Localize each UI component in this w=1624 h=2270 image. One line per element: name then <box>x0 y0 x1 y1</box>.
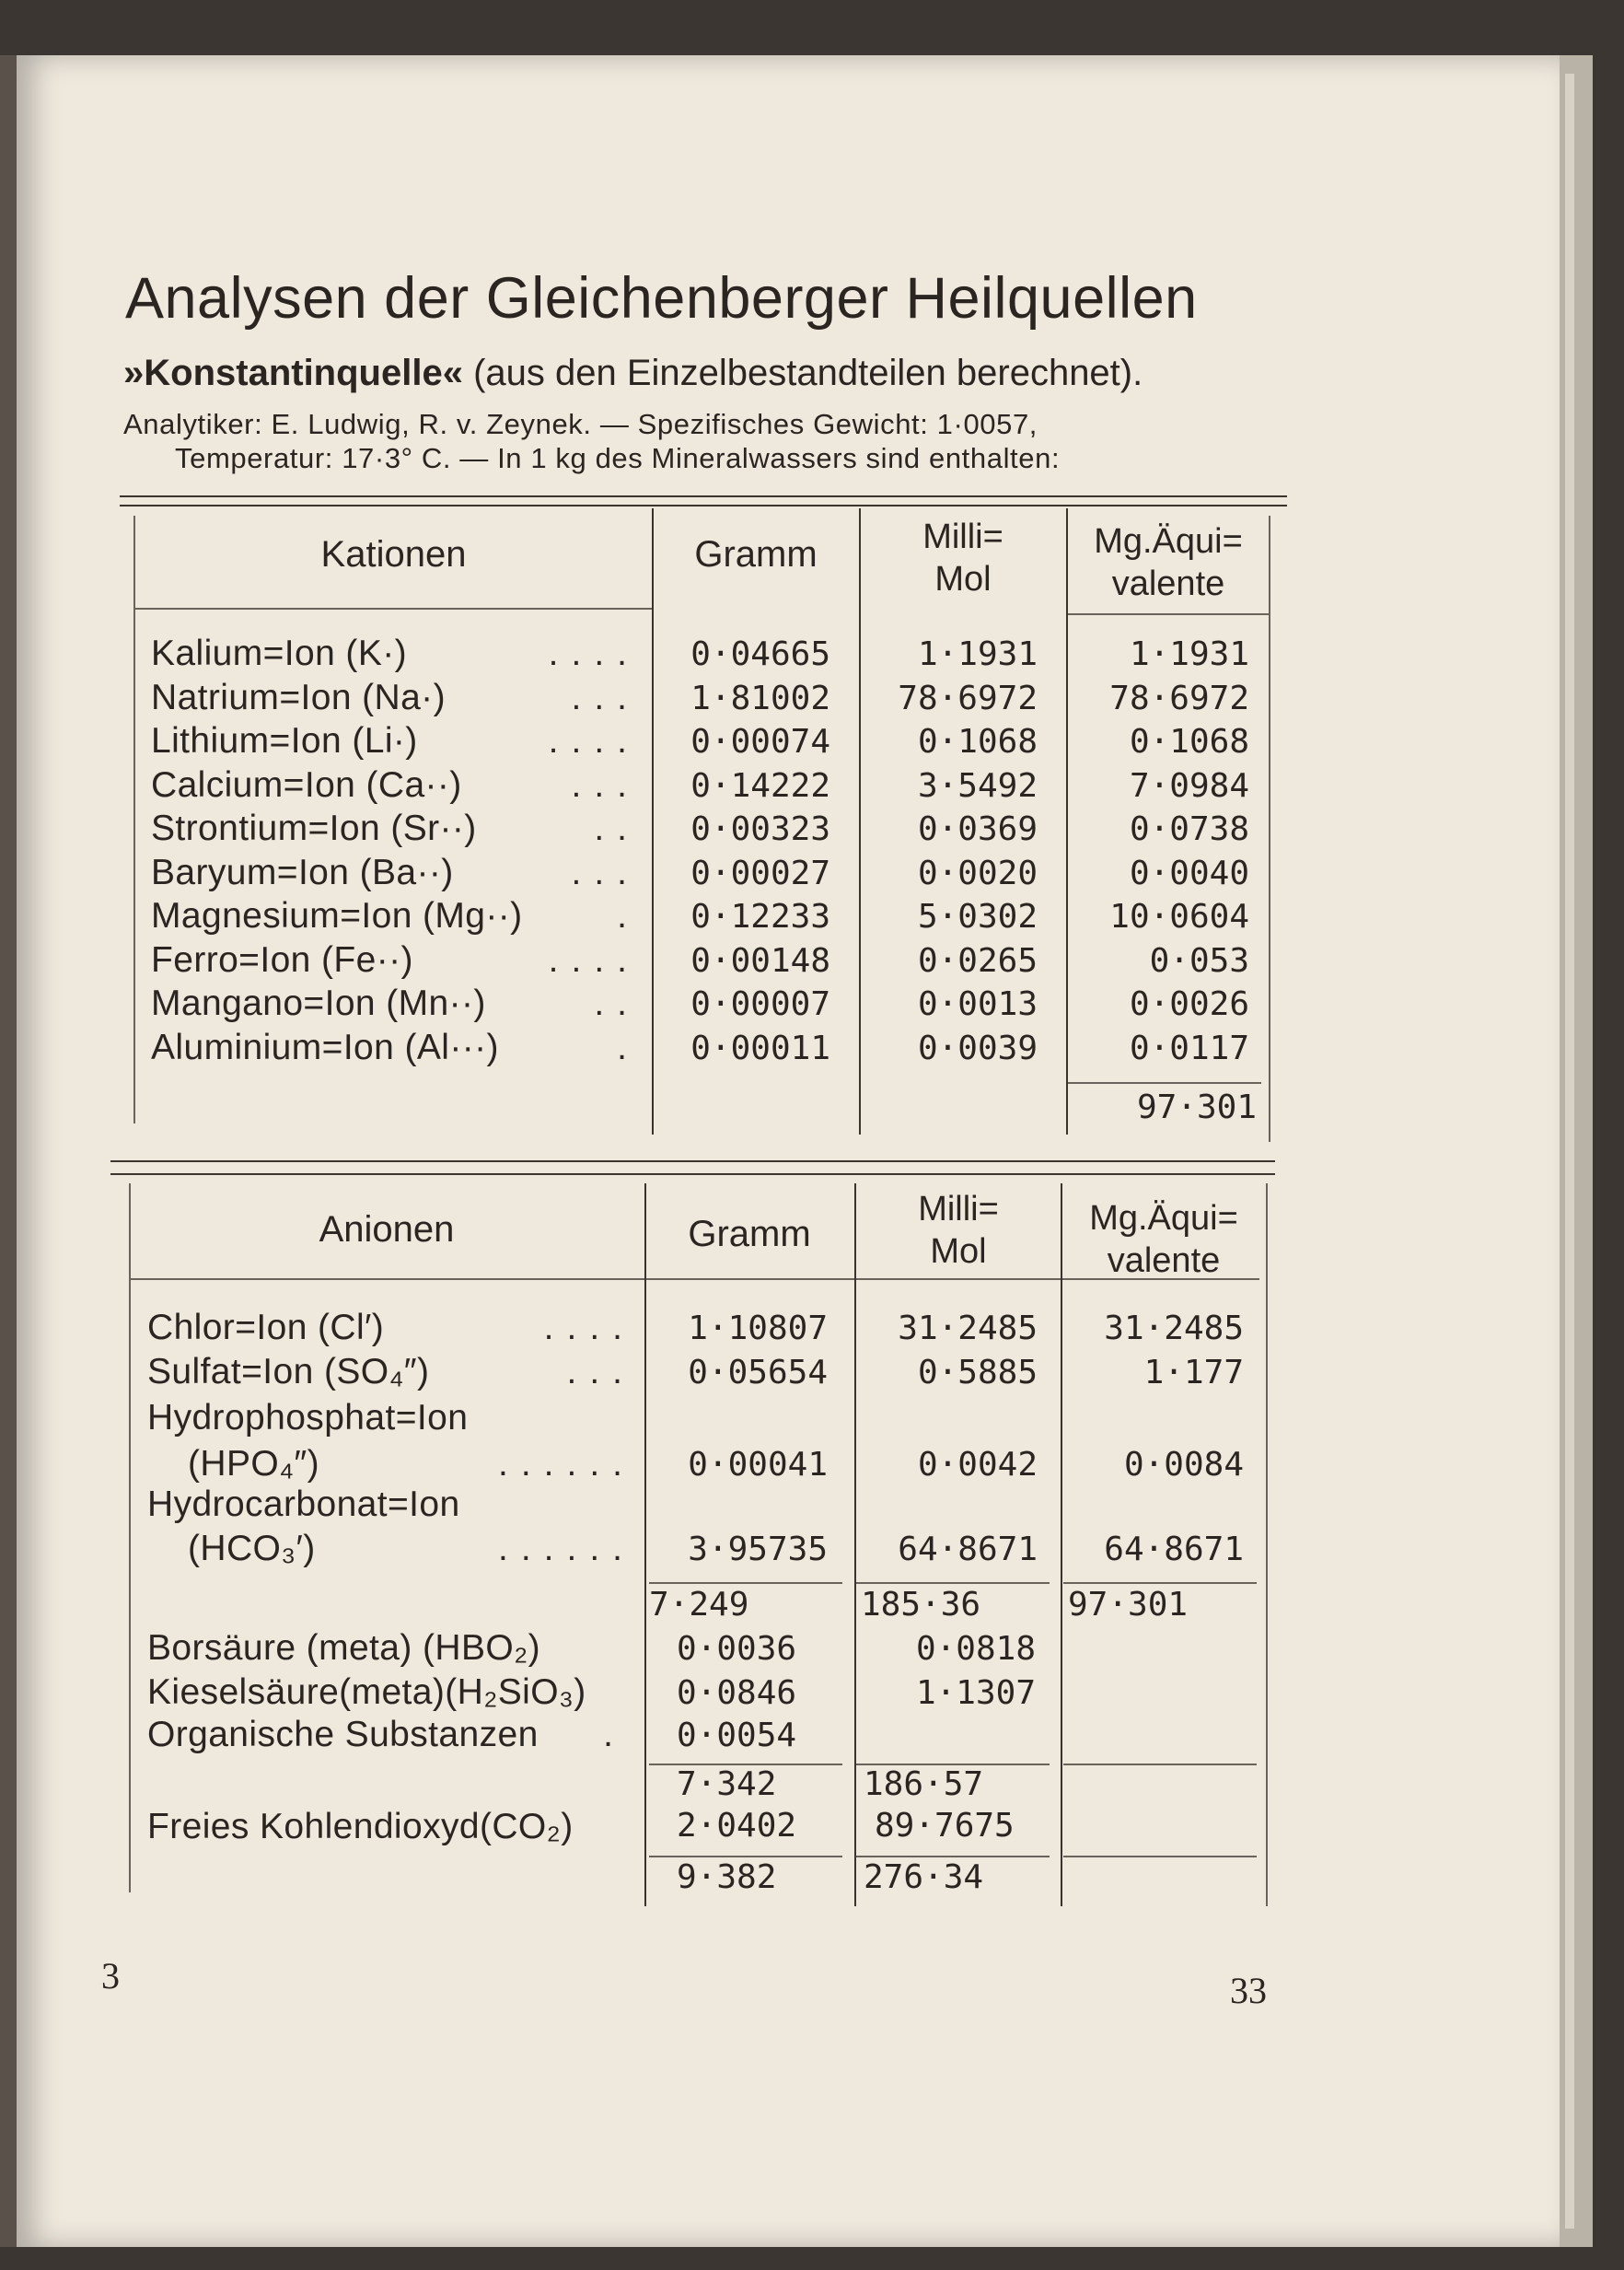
subtitle-note: (aus den Einzelbestandteilen berechnet). <box>473 353 1143 393</box>
anionen-subtotal-millimol: 185·36 <box>861 1586 981 1624</box>
kation-mgaeq: 0·053 <box>1149 941 1249 980</box>
extra-millimol: 0·0818 <box>915 1630 1036 1668</box>
extra-substance-name: Borsäure (meta) (HBO₂) <box>147 1628 541 1668</box>
kation-millimol: 1·1931 <box>917 635 1038 673</box>
analysis-meta-line1: Analytiker: E. Ludwig, R. v. Zeynek. — Spezifisches Gewicht: 1·0057, <box>123 408 1038 440</box>
anionen-header-mgaeq: Mg.Äqui= valente <box>1089 1199 1238 1280</box>
kationen-total-mgaeq: 97·301 <box>1136 1088 1257 1126</box>
subtitle <box>123 353 1143 394</box>
co2-label: Freies Kohlendioxyd(CO₂) <box>147 1807 574 1846</box>
kation-gramm: 0·00011 <box>690 1029 830 1067</box>
anion-gramm: 0·00041 <box>688 1446 828 1484</box>
anion-millimol: 0·0042 <box>917 1446 1038 1484</box>
kation-mgaeq: 0·0117 <box>1129 1029 1249 1067</box>
kation-millimol: 0·0369 <box>917 810 1038 848</box>
page-edge-inner <box>1565 74 1574 2229</box>
anion-gramm: 0·05654 <box>688 1354 828 1391</box>
kation-name: Ferro=Ion (Fe··) <box>151 939 413 980</box>
kation-name: Aluminium=Ion (Al···) <box>151 1027 499 1067</box>
kation-name: Lithium=Ion (Li·) <box>151 721 418 761</box>
kation-mgaeq: 0·0026 <box>1129 985 1249 1023</box>
leader-dots: .... <box>548 939 640 980</box>
kation-millimol: 78·6972 <box>898 679 1038 717</box>
anionen-header-gramm: Gramm <box>688 1214 811 1254</box>
kation-millimol: 0·1068 <box>917 723 1038 761</box>
kation-millimol: 0·0013 <box>917 985 1038 1023</box>
anion-mgaeq: 64·8671 <box>1104 1531 1244 1568</box>
anion-millimol: 0·5885 <box>917 1354 1038 1391</box>
anion-mgaeq: 31·2485 <box>1104 1310 1244 1347</box>
total1-millimol: 186·57 <box>864 1765 984 1803</box>
kation-name: Strontium=Ion (Sr··) <box>151 809 477 848</box>
anion-name: (HPO₄″) <box>188 1444 320 1484</box>
anionen-subtotal-mgaeq: 97·301 <box>1068 1586 1189 1624</box>
kation-gramm: 0·00148 <box>690 941 830 980</box>
leader-dots: . <box>617 896 640 936</box>
leader-dots: ... <box>571 764 640 805</box>
anion-gramm: 3·95735 <box>688 1531 828 1568</box>
kation-name: Baryum=Ion (Ba··) <box>151 852 454 892</box>
anion-mgaeq: 1·177 <box>1143 1354 1244 1391</box>
leader-dots: .... <box>548 721 640 761</box>
anionen-header-name: Anionen <box>319 1209 455 1250</box>
leader-dots: .... <box>543 1308 635 1347</box>
leader-dots: . <box>603 1715 626 1754</box>
extra-millimol: 1·1307 <box>915 1674 1036 1712</box>
anion-millimol: 64·8671 <box>898 1531 1038 1568</box>
kation-name: Calcium=Ion (Ca··) <box>151 764 462 805</box>
leader-dots: .. <box>594 984 640 1023</box>
kation-mgaeq: 1·1931 <box>1129 635 1249 673</box>
leader-dots: ... <box>566 1352 635 1391</box>
kation-millimol: 0·0039 <box>917 1029 1038 1067</box>
extra-gramm: 0·0054 <box>677 1717 797 1754</box>
leader-dots: ... <box>571 677 640 717</box>
kation-gramm: 0·00027 <box>690 854 830 892</box>
kation-millimol: 0·0265 <box>917 941 1038 980</box>
anion-name: Hydrophosphat=Ion <box>147 1398 469 1438</box>
co2-gramm: 2·0402 <box>677 1807 797 1845</box>
kation-mgaeq: 7·0984 <box>1129 766 1249 805</box>
analysis-meta-line2: Temperatur: 17·3° C. — In 1 kg des Mineralwassers sind enthalten: <box>175 442 1061 474</box>
extra-substance-name: Kieselsäure(meta)(H₂SiO₃) <box>147 1672 586 1712</box>
kation-gramm: 0·12233 <box>690 898 830 936</box>
kationen-header-mgaeq: Mg.Äqui= valente <box>1094 522 1243 603</box>
page-title: Analysen der Gleichenberger Heilquellen <box>125 266 1198 331</box>
co2-millimol: 89·7675 <box>875 1807 1015 1845</box>
extra-gramm: 0·0036 <box>677 1630 797 1668</box>
total1-gramm: 7·342 <box>677 1765 777 1803</box>
kation-name: Magnesium=Ion (Mg··) <box>151 896 523 936</box>
anion-name: Sulfat=Ion (SO₄″) <box>147 1352 430 1391</box>
kation-mgaeq: 0·0040 <box>1129 854 1249 892</box>
kationen-header-millimol: Milli= Mol <box>922 518 1003 599</box>
kation-name: Natrium=Ion (Na·) <box>151 677 446 717</box>
anion-name: Hydrocarbonat=Ion <box>147 1484 460 1524</box>
kation-name: Mangano=Ion (Mn··) <box>151 984 486 1023</box>
anionen-header-millimol: Milli= Mol <box>918 1190 999 1271</box>
anion-millimol: 31·2485 <box>898 1310 1038 1347</box>
anionen-subtotal-gramm: 7·249 <box>649 1586 749 1624</box>
kation-gramm: 0·00323 <box>690 810 830 848</box>
kation-gramm: 0·00074 <box>690 723 830 761</box>
leader-dots: ...... <box>497 1444 635 1484</box>
leader-dots: ... <box>571 852 640 892</box>
total2-millimol: 276·34 <box>864 1858 984 1896</box>
kation-mgaeq: 0·1068 <box>1129 723 1249 761</box>
anion-mgaeq: 0·0084 <box>1123 1446 1244 1484</box>
kationen-header-gramm: Gramm <box>694 534 818 575</box>
anion-name: Chlor=Ion (Cl′) <box>147 1308 385 1347</box>
kation-millimol: 0·0020 <box>917 854 1038 892</box>
kation-gramm: 0·14222 <box>690 766 830 805</box>
anion-name: (HCO₃′) <box>188 1529 316 1568</box>
spring-name: »Konstantinquelle« <box>123 353 463 393</box>
kation-mgaeq: 10·0604 <box>1109 898 1249 936</box>
kation-millimol: 3·5492 <box>917 766 1038 805</box>
kationen-header-name: Kationen <box>320 534 467 575</box>
kation-mgaeq: 0·0738 <box>1129 810 1249 848</box>
kation-gramm: 0·04665 <box>690 635 830 673</box>
extra-gramm: 0·0846 <box>677 1674 797 1712</box>
extra-substance-name: Organische Substanzen <box>147 1715 539 1754</box>
leader-dots: .... <box>548 634 640 673</box>
leader-dots: .. <box>594 809 640 848</box>
leader-dots: ...... <box>497 1529 635 1568</box>
page-number: 33 <box>1230 1970 1267 2011</box>
kation-gramm: 0·00007 <box>690 985 830 1023</box>
kation-name: Kalium=Ion (K·) <box>151 634 408 673</box>
leader-dots: . <box>617 1027 640 1067</box>
kation-gramm: 1·81002 <box>690 679 830 717</box>
page-signature-number: 3 <box>101 1955 120 1996</box>
anion-gramm: 1·10807 <box>688 1310 828 1347</box>
kation-mgaeq: 78·6972 <box>1109 679 1249 717</box>
kation-millimol: 5·0302 <box>917 898 1038 936</box>
total2-gramm: 9·382 <box>677 1858 777 1896</box>
